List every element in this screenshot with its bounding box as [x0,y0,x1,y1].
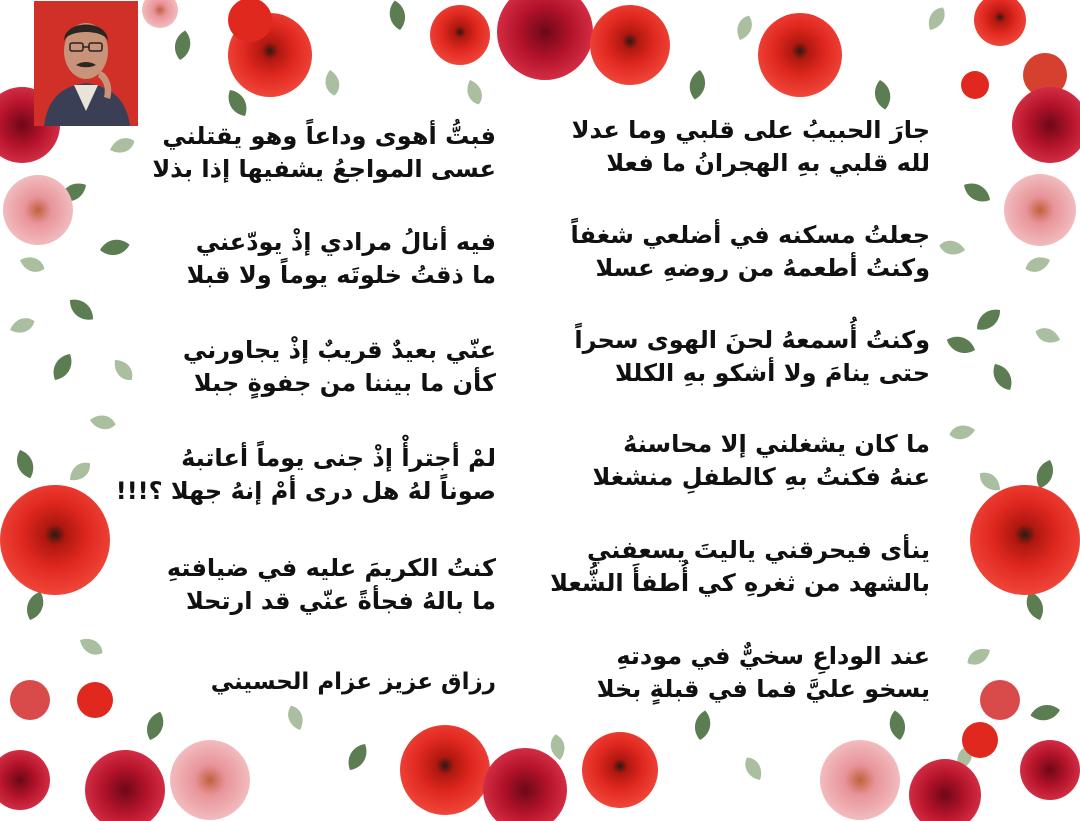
stanza [574,432,930,498]
verse-line: وكنتُ أطعمهُ من روضهِ عسلا [595,254,930,282]
verse-line: جعلتُ مسكنه في أضلعي شغفاً [570,221,930,249]
verse-line: عند الوداعِ سخيٌّ في مودتهِ [616,642,930,670]
stanza [570,221,930,289]
verse-line: عنهُ فكنتُ بهِ كالطفلِ منشغلا [592,463,930,491]
verse-line: ينأى فيحرقني ياليتَ يسعفني [587,536,930,564]
verse-line: كنتُ الكريمَ عليه في ضيافتهِ [166,554,496,582]
stanza [150,338,496,404]
verse-line: وكنتُ أُسمعهُ لحنَ الهوى سحراً [574,326,930,354]
verse-line: لمْ أجترأْ إذْ جنى يوماً أعاتبهُ [181,444,496,472]
verse-line: عنّي بعيدٌ قريبٌ إذْ يجاورني [182,336,496,364]
right-greenery [938,179,1062,723]
verse-line: لله قلبي بهِ الهجرانُ ما فعلا [606,149,930,177]
verse-line: يسخو عليَّ فما في قبلةٍ بخلا [596,675,930,703]
verse-line: حتى ينامَ ولا أشكو بهِ الكللا [615,359,930,387]
bottom-flowers [85,725,981,821]
poet-signature: رزاق عزيز عزام الحسيني [210,669,496,695]
verse-line: ما ذقتُ خلوتَه يوماً ولا قبلا [186,261,496,289]
stanza [574,328,930,394]
verse-line: ما كان يشغلني إلا محاسنهُ [623,430,930,458]
stanza [115,444,496,512]
verse-line: فبتُّ أهوى وداعاً وهو يقتلني [162,122,496,150]
stanza [150,556,496,622]
stanza [150,230,496,296]
left-flowers [0,87,113,810]
verse-line: عسى المواجعُ يشفيها إذا بذلا [152,155,496,183]
stanza [574,644,930,710]
verse-line: كأن ما بيننا من جفوةٍ جبلا [193,369,496,397]
poet-portrait [34,1,138,126]
verse-line: فيه أنالُ مرادي إذْ يودّعني [195,228,496,256]
verse-line: صوناً لهُ هل درى أمْ إنهُ جهلا ؟!!! [115,477,496,505]
stanza [571,116,930,184]
poem-left-column [115,122,496,724]
verse-line: جارَ الحبيبُ على قلبي وما عدلا [571,116,930,144]
stanza [550,536,930,604]
top-flowers [142,0,1067,99]
stanza [150,124,496,190]
verse-line: ما بالهُ فجأةً عنّي قد ارتحلا [185,587,496,615]
verse-line: بالشهد من ثغرهِ كي أُطفأَ الشُّعلا [550,569,930,597]
poem-right-column [550,116,930,718]
